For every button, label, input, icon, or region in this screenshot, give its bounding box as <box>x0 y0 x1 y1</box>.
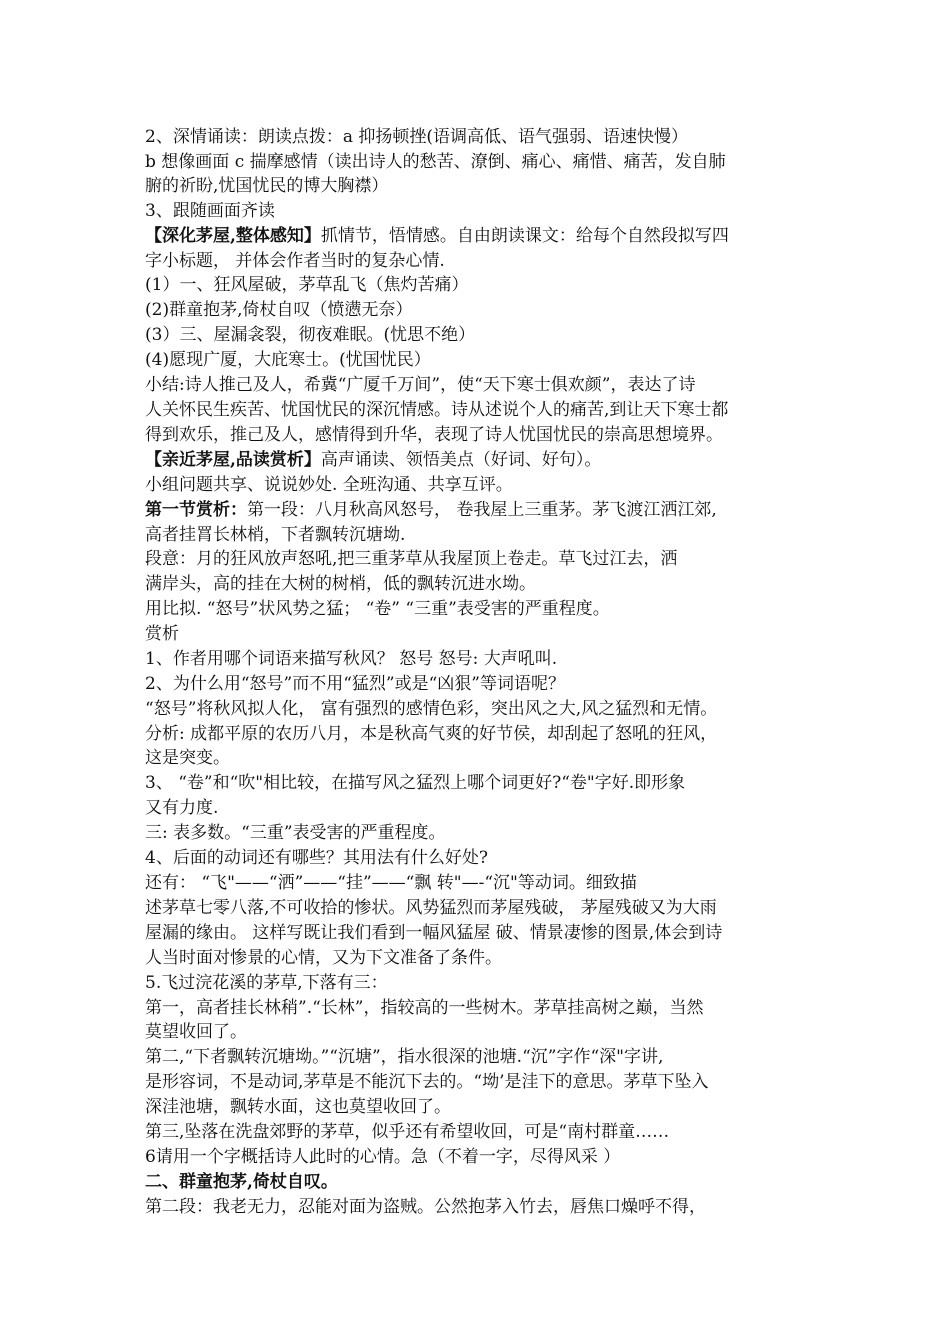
text-line: “怒号”将秋风拟人化， 富有强烈的感情色彩，突出风之大,风之猛烈和无情。 <box>145 699 718 719</box>
text-line: (4)愿现广厦，大庇寒士。(忧国忧民） <box>145 350 431 370</box>
section-heading: 【深化茅屋,整体感知】 <box>145 226 321 246</box>
text-line: 第二段：我老无力，忍能对面为盗贼。公然抱茅入竹去，唇焦口燥呼不得， <box>145 1197 706 1217</box>
text-line: 3、跟随画面齐读 <box>145 201 275 221</box>
section-heading: 【亲近茅屋,品读赏析】 <box>145 450 321 470</box>
text-line: 得到欢乐，推己及人，感情得到升华，表现了诗人忧国忧民的崇高思想境界。 <box>145 425 723 445</box>
text-line: 【深化茅屋,整体感知】抓情节，悟情感。自由朗读课文：给每个自然段拟写四 <box>145 226 729 246</box>
text-line: 高者挂罥长林梢，下者飘转沉塘坳. <box>145 525 406 545</box>
text-line: 1、作者用哪个词语来描写秋风？ 怒号 怒号: 大声吼叫. <box>145 649 558 669</box>
text-line: 述茅草七零八落,不可收拾的惨状。风势猛烈而茅屋残破， 茅屋残破又为大雨 <box>145 898 717 918</box>
text-line: 2、为什么用“怒号”而不用“猛烈”或是“凶狠”等词语呢？ <box>145 674 565 694</box>
text-line: 第一节赏析：第一段：八月秋高风怒号， 卷我屋上三重茅。茅飞渡江洒江郊, <box>145 500 717 520</box>
text-line: (2)群童抱茅,倚杖自叹（愤懑无奈） <box>145 300 413 320</box>
text-line: 第一，高者挂长林稍”.“长林”，指较高的一些树木。茅草挂高树之巅，当然 <box>145 998 704 1018</box>
text-line: 字小标题， 并体会作者当时的复杂心情. <box>145 251 445 271</box>
text-line: 这是突变。 <box>145 748 230 768</box>
text-line: 分析: 成都平原的农历八月，本是秋高气爽的好节侯，却刮起了怒吼的狂风， <box>145 724 718 744</box>
text-line: 第二,“下者飘转沉塘坳。”“沉塘”，指水很深的池塘.“沉”字作“深"字讲, <box>145 1047 664 1067</box>
text-line: 5.飞过浣花溪的茅草,下落有三： <box>145 973 388 993</box>
text-line: 6请用一个字概括诗人此时的心情。急（不着一字，尽得风采 ） <box>145 1147 621 1167</box>
section-heading: 第一节赏析： <box>145 500 247 520</box>
text-line: 段意：月的狂风放声怒吼,把三重茅草从我屋顶上卷走。草飞过江去，洒 <box>145 549 678 569</box>
text-line: b 想像画面 c 揣摩感情（读出诗人的愁苦、潦倒、痛心、痛惜、痛苦，发自肺 <box>145 152 726 172</box>
text-line: 三: 表多数。“三重”表受害的严重程度。 <box>145 823 446 843</box>
text-line: 莫望收回了。 <box>145 1022 247 1042</box>
text-line: (3）三、屋漏衾裂，彻夜难眠。(忧思不绝） <box>145 325 476 345</box>
text-line: 人关怀民生疾苦、忧国忧民的深沉情感。诗从述说个人的痛苦,到让天下寒士都 <box>145 400 729 420</box>
text-line: 人当时面对惨景的心情，又为下文准备了条件。 <box>145 948 502 968</box>
text-line: 屋漏的缘由。 这样写既让我们看到一幅风猛屋 破、情景凄惨的图景,体会到诗 <box>145 923 723 943</box>
text-line: 又有力度. <box>145 798 219 818</box>
text-line: 3、 “卷”和“吹"相比较，在描写风之猛烈上哪个词更好?“卷"字好.即形象 <box>145 773 686 793</box>
text-line: 小结:诗人推己及人，希冀“广厦千万间”，使“天下寒士俱欢颜”，表达了诗 <box>145 375 696 395</box>
text-line: 用比拟. “怒号”状风势之猛； “卷” “三重”表受害的严重程度。 <box>145 599 610 619</box>
text-line: 2、深情诵读：朗读点拨：a 抑扬顿挫(语调高低、语气强弱、语速快慢） <box>145 127 688 147</box>
text-line: 4、后面的动词还有哪些？其用法有什么好处? <box>145 848 488 868</box>
text-line: 赏析 <box>145 624 179 644</box>
text-line: 还有： “飞"——“洒”——“挂”——“飘 转"—-“沉"等动词。细致描 <box>145 873 637 893</box>
text-line: 深洼池塘，飘转水面，这也莫望收回了。 <box>145 1097 451 1117</box>
text-line: 是形容词，不是动词,茅草是不能沉下去的。“坳’是洼下的意思。茅草下坠入 <box>145 1072 709 1092</box>
text-line: 小组问题共享、说说妙处. 全班沟通、共享互评。 <box>145 475 513 495</box>
text-line: 【亲近茅屋,品读赏析】高声诵读、领悟美点（好词、好句）。 <box>145 450 602 470</box>
text-line: 第三,坠落在洗盘郊野的茅草，似乎还有希望收回，可是“南村群童…… <box>145 1122 670 1142</box>
section-heading: 二、群童抱茅,倚杖自叹。 <box>145 1172 338 1192</box>
text-line: (1）一、狂风屋破，茅草乱飞（焦灼苦痛） <box>145 275 469 295</box>
text-line: 腑的祈盼,忧国忧民的博大胸襟） <box>145 176 389 196</box>
text-line: 满岸头，高的挂在大树的树梢，低的飘转沉进水坳。 <box>145 574 536 594</box>
